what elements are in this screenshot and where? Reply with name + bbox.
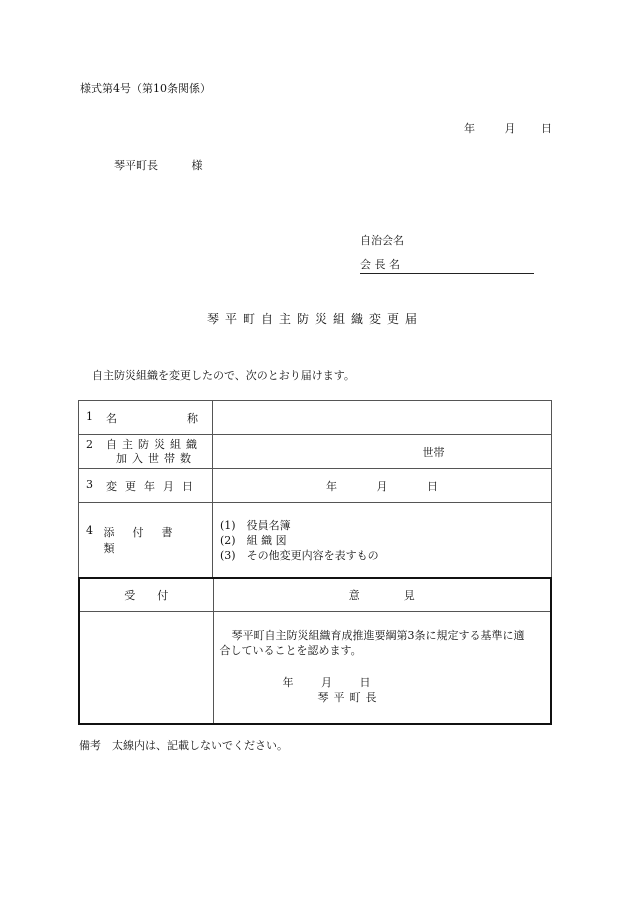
year-label: 年 — [282, 675, 294, 689]
households-value[interactable] — [213, 435, 552, 469]
form-number: 様式第4号（第10条関係） — [80, 82, 211, 95]
chair-name-label: 会 長 名 — [360, 258, 400, 271]
opinion-header: 意 見 — [213, 578, 551, 611]
attachment-item: (1) 役員名簿 — [220, 518, 291, 532]
households-label-line2: 加入世帯数 — [116, 451, 196, 465]
opinion-text-line1: 琴平町自主防災組織育成推進要綱第3条に規定する基準に適 — [231, 628, 525, 642]
reception-header: 受 付 — [79, 578, 213, 611]
change-date-value[interactable] — [213, 469, 552, 503]
year-label: 年 — [326, 479, 337, 493]
opinion-body — [213, 611, 551, 724]
row-attachments-label — [79, 503, 213, 578]
addressee-honorific: 様 — [191, 159, 203, 172]
change-date-label: 変更年月日 — [106, 479, 201, 493]
label-char-2: 称 — [187, 411, 198, 425]
application-table — [78, 400, 552, 578]
day-label: 日 — [359, 675, 371, 689]
row-name-label — [79, 401, 213, 435]
row-change-date — [79, 469, 552, 503]
row-number: 3 — [86, 477, 93, 491]
year-label: 年 — [464, 122, 475, 135]
document-title: 琴平町自主防災組織変更届 — [206, 312, 423, 326]
row-number: 4 — [86, 524, 93, 537]
row-households — [79, 435, 552, 469]
row-change-date-label — [79, 469, 213, 503]
label-char-1: 名 — [106, 411, 117, 425]
month-label: 月 — [376, 479, 388, 493]
association-name-label: 自治会名 — [360, 234, 404, 247]
households-label-line1: 自主防災組織 — [106, 437, 202, 451]
addressee-name: 琴平町長 — [114, 159, 158, 172]
addressee — [114, 157, 203, 173]
note: 備考 太線内は、記載しないでください。 — [79, 739, 288, 752]
row-number: 2 — [86, 437, 93, 451]
households-unit: 世帯 — [422, 445, 445, 459]
month-label: 月 — [321, 675, 332, 689]
office-use-section — [78, 577, 552, 725]
attachments-list — [213, 503, 552, 578]
row-number: 1 — [86, 409, 93, 423]
row-households-label — [79, 435, 213, 469]
opinion-date — [220, 675, 547, 690]
submission-date — [464, 120, 552, 136]
opinion-text-line2: 合していることを認めます。 — [219, 643, 362, 657]
signatory: 琴平町長 — [317, 690, 382, 704]
row-attachments — [79, 503, 552, 578]
reception-stamp-area — [79, 611, 213, 724]
day-label: 日 — [427, 479, 438, 493]
intro-text: 自主防災組織を変更したので、次のとおり届けます。 — [92, 369, 355, 382]
office-body-row — [79, 611, 551, 724]
org-name-value[interactable] — [213, 401, 552, 435]
office-header-row — [79, 578, 551, 611]
row-name — [79, 401, 552, 435]
attachment-item: (2) 組 織 図 — [220, 533, 287, 547]
attachment-item: (3) その他変更内容を表すもの — [220, 548, 379, 562]
day-label: 日 — [541, 122, 552, 135]
chair-name-field — [360, 256, 534, 274]
month-label: 月 — [504, 122, 516, 135]
attachments-label: 添付書類 — [103, 526, 191, 555]
